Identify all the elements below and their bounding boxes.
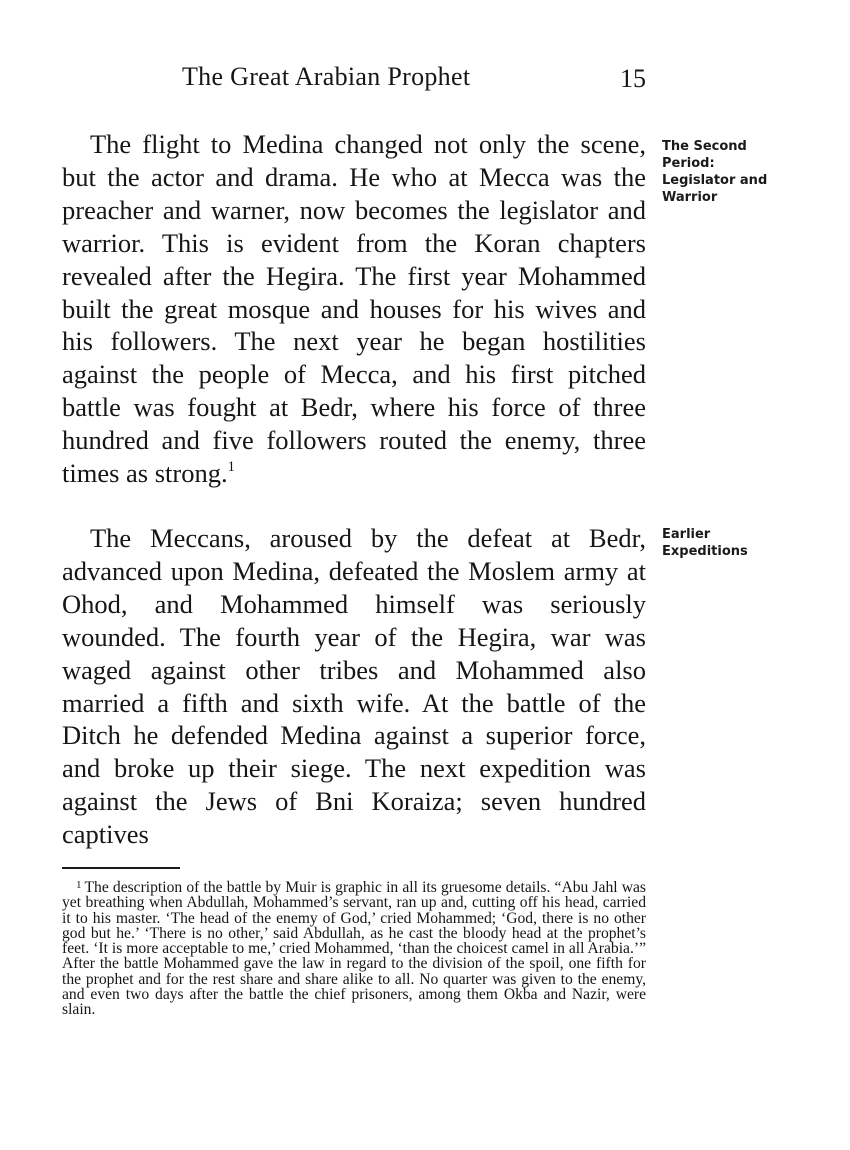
paragraph-second-period (62, 128, 646, 490)
sidenote-second-period (662, 138, 792, 206)
running-head (62, 62, 652, 98)
footnote-text: The description of the battle by Muir is graphic in all its gruesome details. “Abu Jahl was yet breathing when Abdullah, Mohammed’s servant, ran up and, cutting off his head, carried it to his master. ‘The head of the enemy of God,’ cried Mohammed; ‘God, there is no other god but he.’ ‘There is no other,’ said Abdullah, as he cast the bloody head at the prophet’s feet. ‘It is more acceptable to me,’ cried Mohammed, ‘than the choicest camel in all Arabia.’” After the battle Mohammed gave the law in regard to the division of the spoil, one fifth for the prophet and for the rest share and share alike to all. No quarter was given to the enemy, and even two days after the battle the chief prisoners, among them Okba and Nazir, were slain. (62, 879, 646, 1019)
sidenote-line: Earlier (662, 527, 711, 542)
page-number: 15 (620, 64, 646, 93)
footnote-marker: 1 (76, 879, 82, 891)
sidenote-line: The Second (662, 139, 747, 154)
sidenote-line: Expeditions (662, 544, 748, 559)
footnote (62, 880, 646, 1018)
running-title: The Great Arabian Prophet (182, 62, 471, 91)
sidenote-line: Period: (662, 156, 715, 171)
sidenote-earlier-expeditions (662, 526, 792, 560)
footnote-divider (62, 867, 180, 869)
sidenote-line: Legislator and (662, 173, 768, 188)
footnote-reference: 1 (227, 459, 235, 476)
paragraph-text: The Meccans, aroused by the defeat at Bedr, advanced upon Medina, defeated the Moslem army at Ohod, and Mohammed himself was seriously wounded. The fourth year of the Hegira, war was waged against other tribes and Mohammed also married a fifth and sixth wife. At the battle of the Ditch he defended Medina against a superior force, and broke up their siege. The next expedition was against the Jews of Bni Koraiza; seven hundred captives (62, 523, 646, 850)
paragraph-text: The flight to Medina changed not only the scene, but the actor and drama. He who at Mecca was the preacher and warner, now becomes the legislator and warrior. This is evident from the Koran chapters revealed after the Hegira. The first year Mohammed built the great mosque and houses for his wives and his followers. The next year he began hostilities against the people of Mecca, and his first pitched battle was fought at Bedr, where his force of three hundred and five followers routed the enemy, three times as strong. (62, 129, 646, 489)
sidenote-line: Warrior (662, 190, 718, 205)
paragraph-earlier-expeditions (62, 522, 646, 851)
